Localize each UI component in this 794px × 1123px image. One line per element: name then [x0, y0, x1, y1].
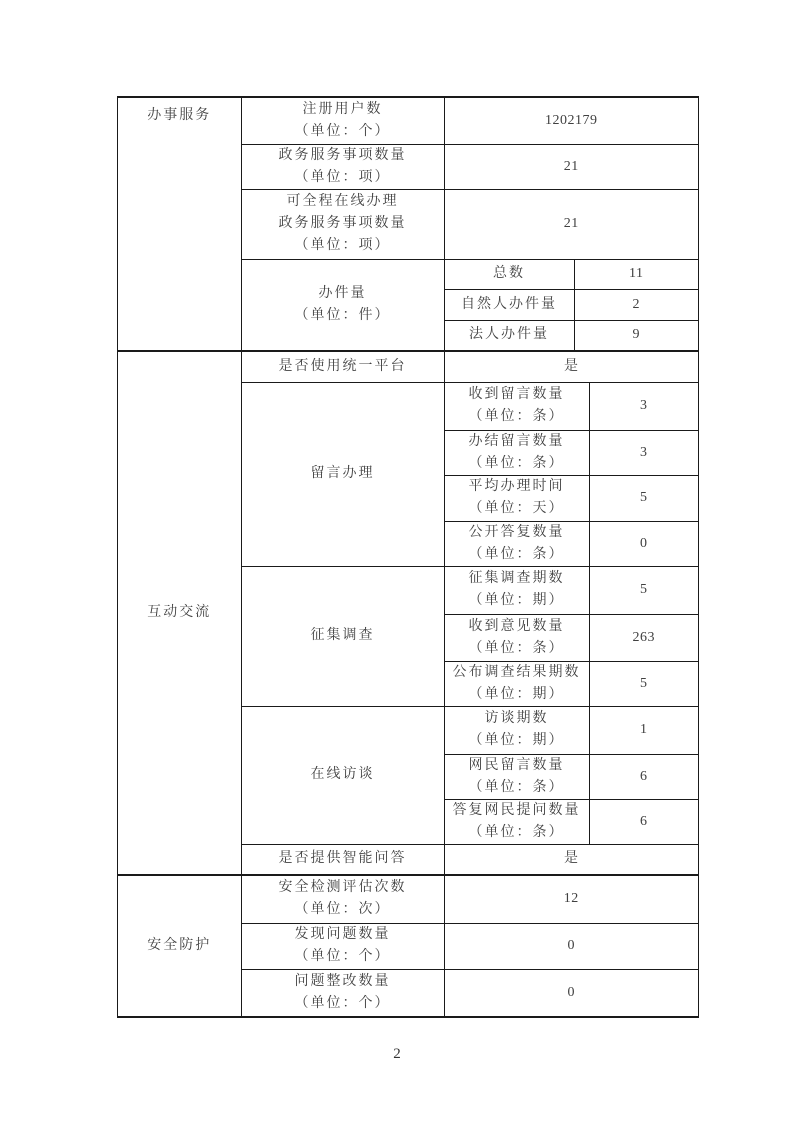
item-label: 办件量 （单位：件） — [241, 259, 444, 350]
section-interaction-table — [118, 352, 698, 874]
report-table — [117, 96, 699, 1018]
item-label: 是否使用统一平台 — [241, 352, 444, 382]
value-cell: 0 — [444, 969, 698, 1016]
item-label: 政务服务事项数量 （单位：项） — [241, 144, 444, 189]
value-cell: 5 — [589, 566, 698, 614]
item-label: 注册用户数 （单位：个） — [241, 98, 444, 144]
value-cell: 12 — [444, 876, 698, 923]
sub-item-label: 答复网民提问数量 （单位：条） — [444, 799, 589, 844]
value-cell: 5 — [589, 661, 698, 706]
value-cell: 3 — [589, 430, 698, 475]
item-label: 可全程在线办理 政务服务事项数量 （单位：项） — [241, 189, 444, 259]
item-label: 发现问题数量 （单位：个） — [241, 923, 444, 969]
sub-item-label: 网民留言数量 （单位：条） — [444, 754, 589, 799]
sub-item-label: 平均办理时间 （单位：天） — [444, 475, 589, 521]
value-cell: 2 — [574, 289, 698, 320]
value-cell: 11 — [574, 259, 698, 289]
value-cell: 21 — [444, 189, 698, 259]
item-label: 是否提供智能问答 — [241, 844, 444, 874]
value-cell: 0 — [589, 521, 698, 566]
item-label: 留言办理 — [241, 382, 444, 566]
sub-item-label: 办结留言数量 （单位：条） — [444, 430, 589, 475]
value-cell: 6 — [589, 799, 698, 844]
section-interaction — [118, 352, 698, 876]
section-security — [118, 876, 698, 1016]
item-label: 在线访谈 — [241, 706, 444, 844]
section-service — [118, 98, 698, 352]
value-cell: 1 — [589, 706, 698, 754]
table-row — [118, 352, 698, 382]
category-service: 办事服务 — [118, 98, 241, 350]
value-cell: 3 — [589, 382, 698, 430]
value-cell: 21 — [444, 144, 698, 189]
table-row — [118, 98, 698, 144]
value-cell: 9 — [574, 320, 698, 350]
category-interaction: 互动交流 — [118, 352, 241, 874]
page-number: 2 — [393, 1046, 401, 1062]
item-label: 安全检测评估次数 （单位：次） — [241, 876, 444, 923]
item-label: 问题整改数量 （单位：个） — [241, 969, 444, 1016]
table-row — [118, 876, 698, 923]
sub-item-label: 收到意见数量 （单位：条） — [444, 614, 589, 661]
category-security: 安全防护 — [118, 876, 241, 1016]
sub-item-label: 征集调查期数 （单位：期） — [444, 566, 589, 614]
section-security-table — [118, 876, 698, 1016]
value-cell: 1202179 — [444, 98, 698, 144]
value-cell: 5 — [589, 475, 698, 521]
sub-item-label: 总数 — [444, 259, 574, 289]
value-cell: 6 — [589, 754, 698, 799]
sub-item-label: 访谈期数 （单位：期） — [444, 706, 589, 754]
value-cell: 263 — [589, 614, 698, 661]
sub-item-label: 收到留言数量 （单位：条） — [444, 382, 589, 430]
sub-item-label: 法人办件量 — [444, 320, 574, 350]
value-cell: 是 — [444, 844, 698, 874]
value-cell: 是 — [444, 352, 698, 382]
sub-item-label: 自然人办件量 — [444, 289, 574, 320]
sub-item-label: 公布调查结果期数 （单位：期） — [444, 661, 589, 706]
section-service-table — [118, 98, 698, 350]
item-label: 征集调查 — [241, 566, 444, 706]
value-cell: 0 — [444, 923, 698, 969]
sub-item-label: 公开答复数量 （单位：条） — [444, 521, 589, 566]
